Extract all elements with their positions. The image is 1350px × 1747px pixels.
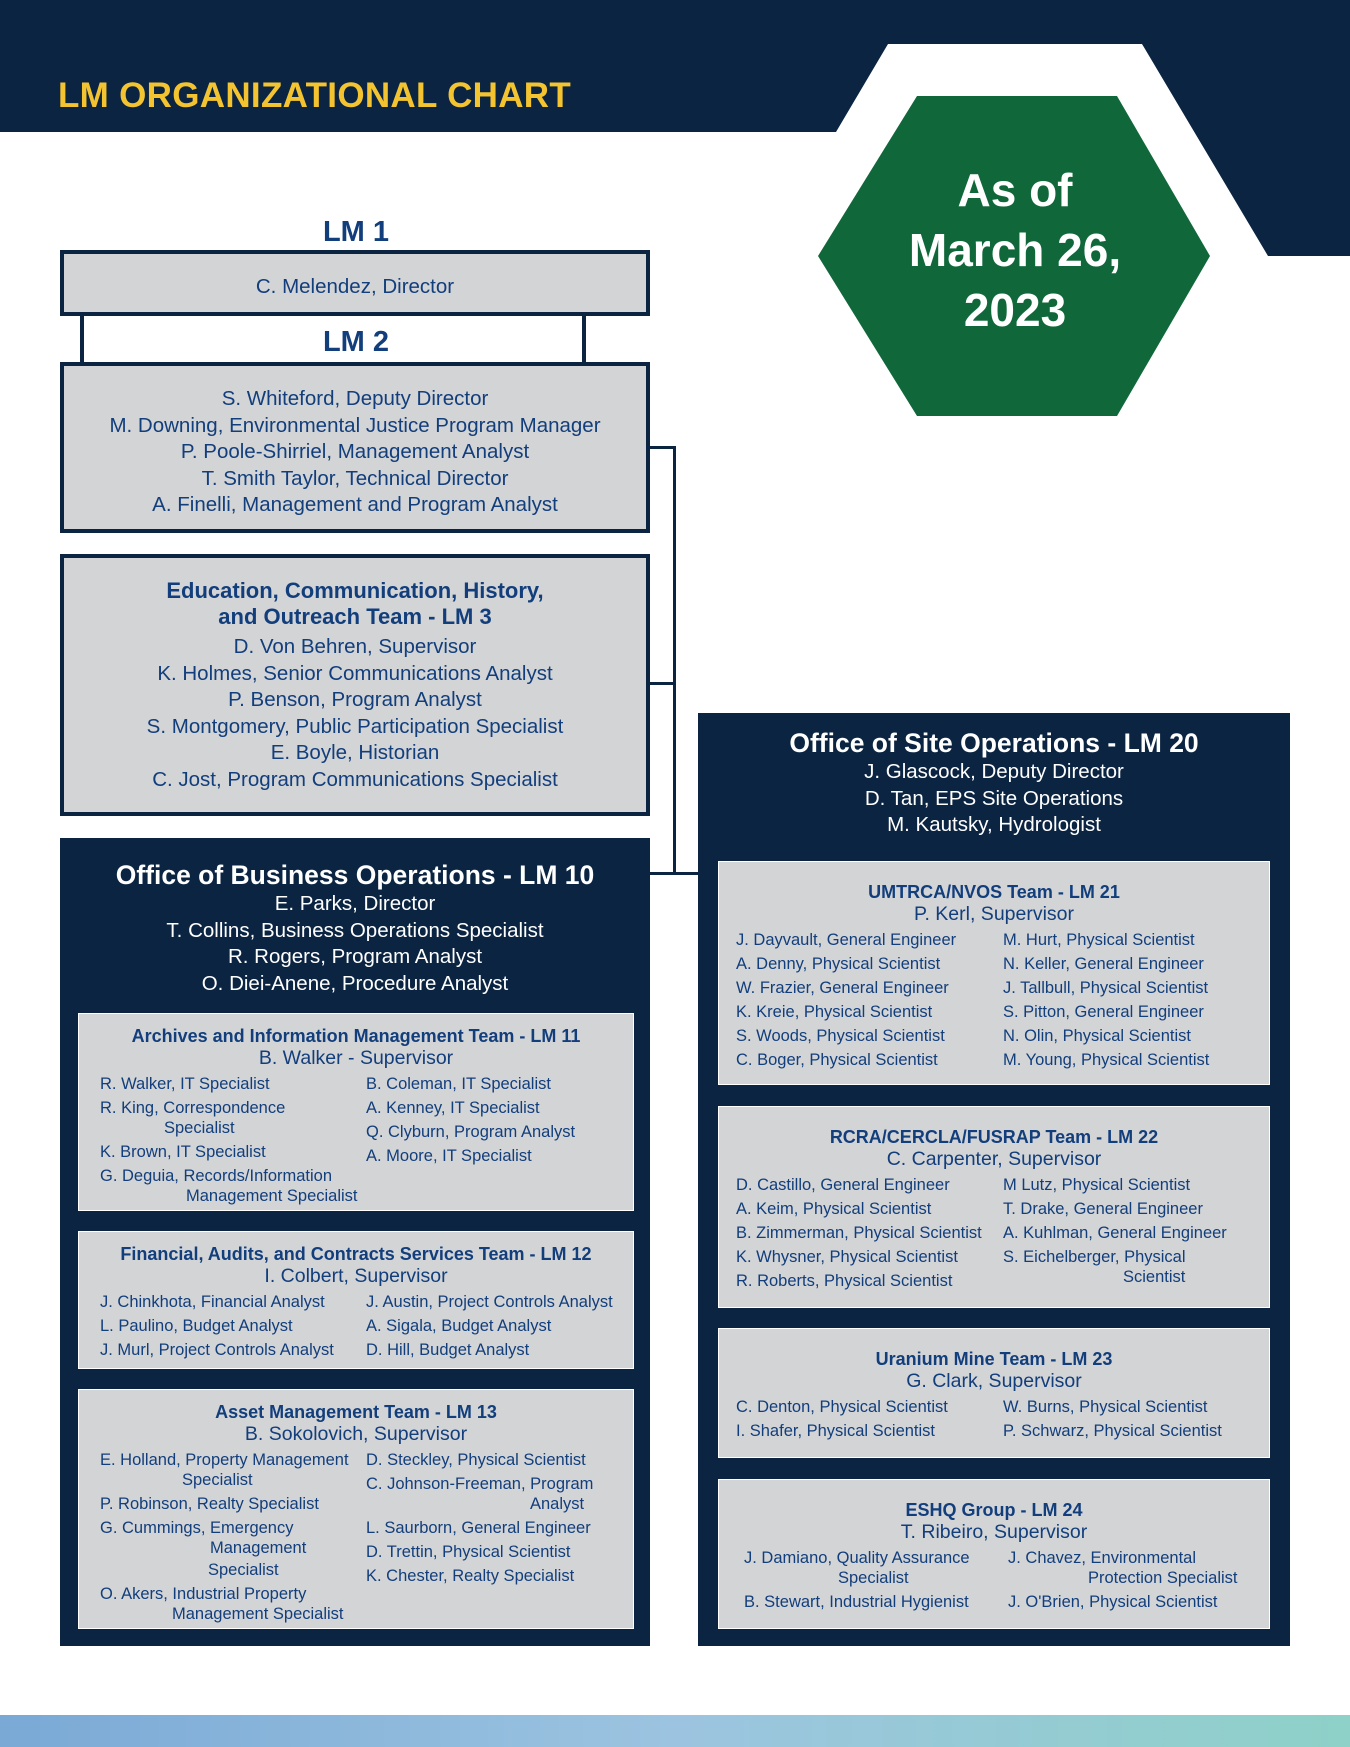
- lm20-member: J. Glascock, Deputy Director: [864, 760, 1124, 783]
- lm13-right-column: [366, 1448, 593, 1588]
- lm22-left-column: [736, 1173, 982, 1293]
- lm23-member: I. Shafer, Physical Scientist: [736, 1422, 936, 1440]
- lm10-member: R. Rogers, Program Analyst: [227, 945, 483, 968]
- lm24-member: Protection Specialist: [1088, 1569, 1238, 1587]
- lm24-member: B. Stewart, Industrial Hygienist: [744, 1593, 969, 1611]
- lm21-member: M. Young, Physical Scientist: [1003, 1051, 1210, 1069]
- lm12-member: L. Paulino, Budget Analyst: [100, 1317, 293, 1335]
- lm22-member: B. Zimmerman, Physical Scientist: [736, 1224, 982, 1242]
- lm20-title: Office of Site Operations - LM 20: [789, 728, 1199, 758]
- lm13-member: Specialist: [208, 1561, 279, 1579]
- lm21-member: M. Hurt, Physical Scientist: [1003, 931, 1195, 949]
- lm11-left-column: [100, 1072, 358, 1208]
- lm21-right-column: [1003, 928, 1209, 1072]
- lm22-member: D. Castillo, General Engineer: [736, 1176, 950, 1194]
- lm23-member: W. Burns, Physical Scientist: [1003, 1398, 1208, 1416]
- lm13-member: Specialist: [182, 1471, 253, 1489]
- lm13-member: D. Steckley, Physical Scientist: [366, 1451, 586, 1469]
- lm12-member: D. Hill, Budget Analyst: [366, 1341, 530, 1359]
- lm13-left-column: [100, 1448, 349, 1626]
- lm11-member: K. Brown, IT Specialist: [100, 1143, 266, 1161]
- lm2-box: [60, 362, 650, 533]
- lm13-members: [78, 1448, 634, 1629]
- lm21-member: N. Keller, General Engineer: [1003, 955, 1204, 973]
- lm21-members: [718, 928, 1270, 1085]
- lm12-member: J. Austin, Project Controls Analyst: [366, 1293, 613, 1311]
- lm3-member: K. Holmes, Senior Communications Analyst: [157, 661, 553, 685]
- lm12-member: J. Murl, Project Controls Analyst: [100, 1341, 334, 1359]
- lm24-supervisor: T. Ribeiro, Supervisor: [900, 1521, 1088, 1543]
- lm11-members: [78, 1072, 634, 1211]
- lm12-members: [78, 1290, 634, 1369]
- lm2-member: S. Whiteford, Deputy Director: [221, 387, 489, 410]
- lm3-title-line-1: Education, Communication, History,: [166, 578, 544, 603]
- lm23-title: Uranium Mine Team - LM 23: [875, 1349, 1113, 1369]
- lm23-team-box: [714, 1324, 1274, 1462]
- lm1-box: [60, 250, 650, 316]
- lm12-right-column: [366, 1290, 613, 1362]
- lm3-title-line-2: and Outreach Team - LM 3: [218, 604, 492, 629]
- lm21-member: A. Denny, Physical Scientist: [736, 955, 941, 973]
- lm22-member: A. Kuhlman, General Engineer: [1003, 1224, 1227, 1242]
- lm24-title: ESHQ Group - LM 24: [905, 1500, 1083, 1520]
- lm12-title: Financial, Audits, and Contracts Services Team - LM 12: [120, 1244, 592, 1264]
- lm13-member: K. Chester, Realty Specialist: [366, 1567, 575, 1585]
- lm21-member: S. Pitton, General Engineer: [1003, 1003, 1204, 1021]
- lm10-member: E. Parks, Director: [274, 892, 436, 915]
- lm13-member: Analyst: [530, 1495, 585, 1513]
- lm11-right-column: [366, 1072, 575, 1168]
- lm2-member: M. Downing, Environmental Justice Program Manager: [109, 413, 601, 437]
- lm23-supervisor: G. Clark, Supervisor: [906, 1370, 1082, 1392]
- lm11-supervisor: B. Walker - Supervisor: [258, 1047, 454, 1069]
- lm3-box: [60, 554, 650, 816]
- lm21-title: UMTRCA/NVOS Team - LM 21: [868, 882, 1120, 902]
- lm10-title: Office of Business Operations - LM 10: [115, 860, 595, 890]
- lm11-member: Management Specialist: [186, 1187, 358, 1205]
- lm2-label: LM 2: [322, 326, 390, 358]
- lm13-member: L. Saurborn, General Engineer: [366, 1519, 591, 1537]
- lm13-member: D. Trettin, Physical Scientist: [366, 1543, 571, 1561]
- lm22-member: A. Keim, Physical Scientist: [736, 1200, 932, 1218]
- lm10-member: O. Diei-Anene, Procedure Analyst: [201, 971, 509, 995]
- lm24-member: J. Chavez, Environmental: [1008, 1549, 1197, 1567]
- lm24-team-box: [714, 1475, 1274, 1633]
- lm22-member: Scientist: [1123, 1268, 1186, 1286]
- lm24-members: [718, 1546, 1270, 1629]
- lm21-member: K. Kreie, Physical Scientist: [736, 1003, 933, 1021]
- lm13-member: E. Holland, Property Management: [100, 1451, 349, 1469]
- lm22-supervisor: C. Carpenter, Supervisor: [886, 1148, 1102, 1170]
- lm20-member: M. Kautsky, Hydrologist: [887, 813, 1101, 836]
- lm13-team-box: [74, 1385, 638, 1633]
- as-of-date-badge: [840, 160, 1190, 340]
- connector-lm1-right: [582, 314, 586, 364]
- lm22-right-column: [1003, 1173, 1227, 1289]
- connector-lm1-left: [80, 314, 84, 364]
- lm24-member: Specialist: [838, 1569, 909, 1587]
- lm21-supervisor: P. Kerl, Supervisor: [913, 903, 1075, 925]
- lm1-label: LM 1: [322, 216, 390, 248]
- lm23-member: C. Denton, Physical Scientist: [736, 1398, 948, 1416]
- lm22-member: M Lutz, Physical Scientist: [1003, 1176, 1191, 1194]
- lm22-member: R. Roberts, Physical Scientist: [736, 1272, 953, 1290]
- connector-spine: [673, 446, 676, 875]
- lm12-member: A. Sigala, Budget Analyst: [366, 1317, 552, 1335]
- lm21-member: J. Tallbull, Physical Scientist: [1003, 979, 1209, 997]
- lm2-member: P. Poole-Shirriel, Management Analyst: [180, 440, 530, 463]
- lm11-member: Q. Clyburn, Program Analyst: [366, 1123, 576, 1141]
- lm22-member: K. Whysner, Physical Scientist: [736, 1248, 958, 1266]
- lm24-member: J. O'Brien, Physical Scientist: [1008, 1593, 1218, 1611]
- lm13-member: G. Cummings, Emergency: [100, 1519, 294, 1537]
- lm21-member: C. Boger, Physical Scientist: [736, 1051, 938, 1069]
- lm3-member: P. Benson, Program Analyst: [228, 688, 482, 711]
- lm13-supervisor: B. Sokolovich, Supervisor: [244, 1423, 468, 1445]
- lm3-member: E. Boyle, Historian: [270, 741, 440, 764]
- lm23-members: [718, 1395, 1270, 1458]
- lm13-member: C. Johnson-Freeman, Program: [366, 1475, 594, 1493]
- lm21-left-column: [736, 928, 956, 1072]
- lm22-title: RCRA/CERCLA/FUSRAP Team - LM 22: [829, 1127, 1159, 1147]
- lm12-supervisor: I. Colbert, Supervisor: [264, 1265, 448, 1287]
- lm23-member: P. Schwarz, Physical Scientist: [1003, 1422, 1222, 1440]
- lm3-member: S. Montgomery, Public Participation Specialist: [146, 714, 564, 738]
- lm21-member: W. Frazier, General Engineer: [736, 979, 949, 997]
- lm12-left-column: [100, 1290, 334, 1362]
- lm21-member: J. Dayvault, General Engineer: [736, 931, 957, 949]
- lm11-member: R. King, Correspondence: [100, 1099, 286, 1117]
- lm3-member: C. Jost, Program Communications Specialist: [152, 767, 558, 791]
- lm22-member: S. Eichelberger, Physical: [1003, 1248, 1186, 1266]
- lm3-member: D. Von Behren, Supervisor: [233, 635, 477, 658]
- lm11-member: B. Coleman, IT Specialist: [366, 1075, 551, 1093]
- footer-band: [0, 1715, 1350, 1747]
- lm21-team-box: [714, 857, 1274, 1089]
- lm23-left-column: [736, 1395, 948, 1443]
- lm13-title: Asset Management Team - LM 13: [215, 1402, 497, 1422]
- lm11-member: R. Walker, IT Specialist: [100, 1075, 270, 1093]
- lm21-member: S. Woods, Physical Scientist: [736, 1027, 945, 1045]
- lm24-right-column: [1008, 1546, 1238, 1614]
- connector-lm10-lm20: [650, 872, 700, 875]
- lm22-member: T. Drake, General Engineer: [1003, 1200, 1203, 1218]
- as-of-line-2: March 26,: [908, 224, 1122, 276]
- lm11-member: G. Deguia, Records/Information: [100, 1167, 333, 1185]
- lm11-title: Archives and Information Management Team - LM 11: [131, 1026, 581, 1046]
- lm2-member: T. Smith Taylor, Technical Director: [201, 466, 509, 490]
- lm13-member: Management: [210, 1539, 307, 1557]
- lm20-member: D. Tan, EPS Site Operations: [864, 786, 1124, 810]
- lm12-team-box: [74, 1227, 638, 1373]
- lm10-member: T. Collins, Business Operations Specialist: [166, 918, 544, 942]
- lm2-member: A. Finelli, Management and Program Analyst: [152, 493, 558, 516]
- lm23-right-column: [1003, 1395, 1222, 1443]
- page-title: LM ORGANIZATIONAL CHART: [58, 76, 572, 115]
- lm22-members: [718, 1173, 1270, 1308]
- lm11-member: A. Kenney, IT Specialist: [366, 1099, 540, 1117]
- lm24-left-column: [744, 1546, 970, 1614]
- as-of-line-3: 2023: [963, 284, 1067, 336]
- lm13-member: Management Specialist: [172, 1605, 344, 1623]
- lm13-member: O. Akers, Industrial Property: [100, 1585, 307, 1603]
- lm12-member: J. Chinkhota, Financial Analyst: [100, 1293, 325, 1311]
- lm13-member: P. Robinson, Realty Specialist: [100, 1495, 319, 1513]
- lm21-member: N. Olin, Physical Scientist: [1003, 1027, 1191, 1045]
- lm11-team-box: [74, 1009, 638, 1215]
- lm11-member: A. Moore, IT Specialist: [366, 1147, 532, 1165]
- lm24-member: J. Damiano, Quality Assurance: [744, 1549, 970, 1567]
- lm11-member: Specialist: [164, 1119, 235, 1137]
- lm1-member: C. Melendez, Director: [255, 275, 455, 298]
- lm22-team-box: [714, 1102, 1274, 1312]
- as-of-line-1: As of: [957, 164, 1073, 216]
